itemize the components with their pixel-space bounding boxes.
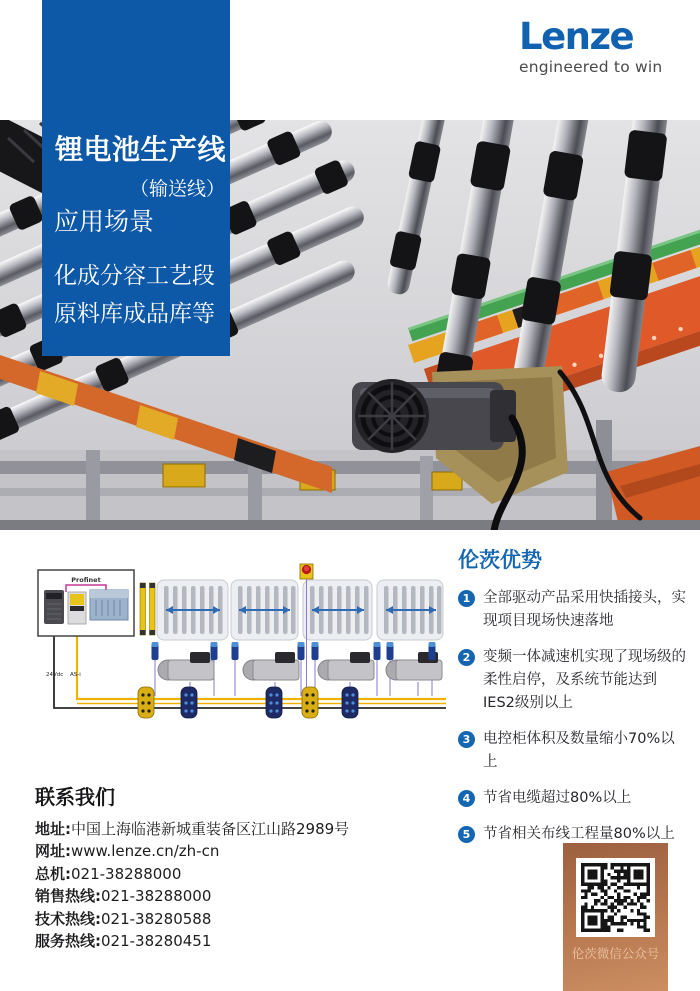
contact-value: 021-38288000 (71, 864, 182, 883)
conveyor-modules (157, 580, 443, 640)
number-badge: 2 (458, 649, 475, 666)
sensor-icon (312, 642, 319, 660)
contact-row-service-hotline (35, 930, 465, 952)
number-badge: 4 (458, 790, 475, 807)
qr-caption: 伦茨微信公众号 (571, 946, 660, 961)
banner-line-application: 应用场景 (54, 207, 155, 236)
system-topology-diagram (28, 556, 448, 752)
asi-module-icon (138, 687, 154, 718)
contact-row-switchboard (35, 863, 465, 885)
gearmotor-icon (243, 652, 299, 680)
website-link[interactable]: www.lenze.cn/zh-cn (71, 842, 220, 861)
io-module-icon (342, 687, 358, 718)
contact-value: 中国上海临港新城重装备区江山路2989号 (71, 820, 350, 838)
contact-label: 技术热线: (35, 909, 101, 928)
drive-icon (44, 590, 64, 624)
lenze-logo (519, 15, 663, 76)
contact-label: 总机: (35, 864, 71, 883)
conveyor-module (231, 580, 298, 640)
conveyor-module (157, 580, 228, 640)
light-curtain-icon (140, 583, 155, 635)
banner-subtitle: （输送线） (129, 178, 225, 200)
gearmotor-icon (318, 652, 374, 680)
contact-label: 服务热线: (35, 932, 101, 951)
advantage-item (458, 728, 688, 774)
conveyor-module (303, 580, 372, 640)
contact-label: 销售热线: (35, 887, 101, 906)
advantage-text: 节省电缆超过80%以上 (483, 790, 632, 807)
bus-junction-modules (138, 687, 358, 718)
advantage-text: 变频一体减速机实现了现场级的柔性启停，及系统节能达到IES2级别以上 (483, 649, 686, 712)
advantage-text: 全部驱动产品采用快插接头，实现项目现场快速落地 (483, 590, 686, 630)
banner-line-warehouse: 原料库成品库等 (54, 301, 215, 327)
wechat-qr-panel (563, 843, 668, 991)
contact-label: 网址: (35, 842, 71, 861)
number-badge: 5 (458, 826, 475, 843)
conveyor-module (377, 580, 443, 640)
contact-value: 021-38288000 (101, 887, 212, 906)
contact-value: 021-38280588 (101, 909, 212, 928)
io-module-icon (181, 687, 197, 718)
contact-label: 地址: (35, 820, 71, 838)
sensor-icon (387, 642, 394, 660)
advantage-item (458, 646, 688, 715)
plc-icon (90, 590, 128, 620)
gearmotor-icon (158, 652, 214, 680)
sensor-icon (374, 642, 381, 660)
power-bus-label: 24Vdc (46, 672, 64, 678)
qr-code[interactable] (576, 858, 655, 937)
fieldbus-label: Profinet (71, 576, 101, 584)
safety-module-icon (68, 592, 86, 624)
sensor-icon (298, 642, 305, 660)
contact-title: 联系我们 (35, 785, 115, 809)
banner-title: 锂电池生产线 (55, 133, 227, 166)
sensor-icon (232, 642, 239, 660)
advantage-item (458, 587, 688, 633)
contact-row-tech-hotline (35, 908, 465, 930)
lenze-tagline: engineered to win (519, 57, 663, 76)
contact-row-website (35, 840, 465, 862)
topology-art (28, 556, 448, 752)
lenze-logo-text: Lenze (519, 15, 634, 58)
emergency-stop-icon (300, 564, 313, 579)
io-module-icon (266, 687, 282, 718)
qr-code-art (581, 863, 650, 932)
advantage-text: 电控柜体积及数量缩小70%以上 (483, 731, 675, 771)
sensor-icon (429, 642, 436, 660)
contact-row-sales-hotline (35, 885, 465, 907)
motor-icon (352, 379, 516, 453)
sensor-icon (211, 642, 218, 660)
title-banner (42, 0, 230, 356)
number-badge: 3 (458, 731, 475, 748)
advantage-item (458, 787, 688, 810)
asi-bus-label: AS-i (70, 672, 81, 678)
contact-value: 021-38280451 (101, 932, 212, 951)
banner-line-process: 化成分容工艺段 (54, 263, 215, 289)
number-badge: 1 (458, 590, 475, 607)
sensor-icon (152, 642, 159, 660)
advantage-text: 节省相关布线工程量80%以上 (483, 826, 675, 843)
advantages-section (458, 549, 688, 859)
advantages-title: 伦茨优势 (458, 548, 542, 572)
contact-row-address (35, 818, 465, 840)
asi-module-icon (302, 687, 318, 718)
contact-section (35, 786, 465, 952)
control-cabinet (38, 570, 134, 636)
